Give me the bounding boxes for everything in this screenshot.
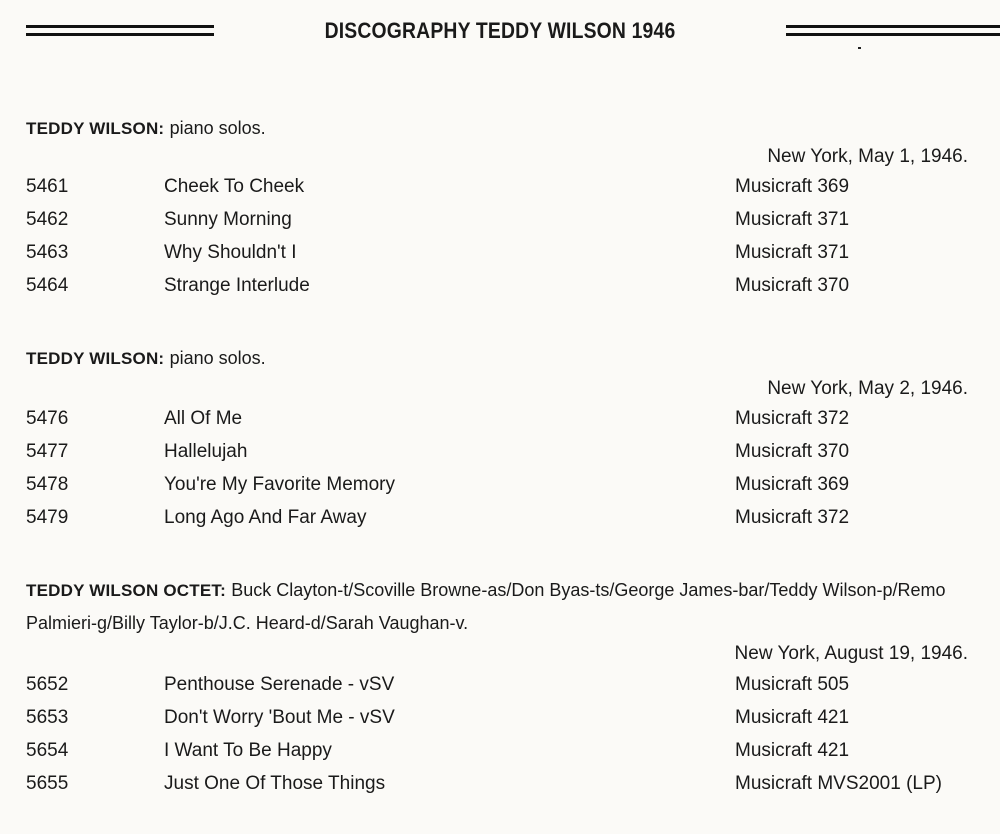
track-row xyxy=(0,674,1000,707)
track-row xyxy=(0,474,1000,507)
session-heading xyxy=(26,112,971,145)
track-row xyxy=(0,507,1000,540)
header-rule-right xyxy=(786,25,1000,36)
track-title: All Of Me xyxy=(164,408,243,429)
record-label: Musicraft 371 xyxy=(735,242,850,263)
track-row xyxy=(0,209,1000,242)
track-title: Strange Interlude xyxy=(164,275,310,296)
session-leader: TEDDY WILSON: xyxy=(26,119,165,138)
track-title: I Want To Be Happy xyxy=(164,740,332,761)
track-title: Sunny Morning xyxy=(164,209,292,230)
track-row xyxy=(0,773,1000,806)
matrix-number: 5464 xyxy=(26,275,69,296)
matrix-number: 5479 xyxy=(26,507,69,528)
header-rule-left xyxy=(26,25,214,36)
track-title: Why Shouldn't I xyxy=(164,242,297,263)
matrix-number: 5655 xyxy=(26,773,69,794)
session-personnel: piano solos. xyxy=(169,118,266,138)
record-label: Musicraft 370 xyxy=(735,275,850,296)
session-location: New York, August 19, 1946. xyxy=(734,643,968,664)
session-personnel: Buck Clayton-t/Scoville Browne-as/Don Byas-ts/George James-bar/Teddy Wilson-p/Remo Palmieri-g/Billy Taylor-b/J.C. Heard-d/Sarah Vaughan-v. xyxy=(26,580,946,633)
session-personnel: piano solos. xyxy=(169,348,266,368)
matrix-number: 5462 xyxy=(26,209,69,230)
record-label: Musicraft MVS2001 (LP) xyxy=(735,773,942,794)
record-label: Musicraft 372 xyxy=(735,507,850,528)
record-label: Musicraft 505 xyxy=(735,674,850,695)
track-title: Hallelujah xyxy=(164,441,248,462)
track-row xyxy=(0,740,1000,773)
session-leader: TEDDY WILSON OCTET: xyxy=(26,581,226,600)
session-heading xyxy=(26,342,971,375)
record-label: Musicraft 369 xyxy=(735,474,850,495)
record-label: Musicraft 372 xyxy=(735,408,850,429)
track-title: Penthouse Serenade - vSV xyxy=(164,674,395,695)
matrix-number: 5478 xyxy=(26,474,69,495)
track-row xyxy=(0,408,1000,441)
session-heading xyxy=(26,574,971,640)
page-header xyxy=(0,18,1000,54)
session-location: New York, May 2, 1946. xyxy=(767,378,968,399)
track-title: Long Ago And Far Away xyxy=(164,507,367,528)
track-row xyxy=(0,441,1000,474)
track-title: Don't Worry 'Bout Me - vSV xyxy=(164,707,395,728)
track-title: Just One Of Those Things xyxy=(164,773,386,794)
session-leader: TEDDY WILSON: xyxy=(26,349,165,368)
matrix-number: 5463 xyxy=(26,242,69,263)
matrix-number: 5477 xyxy=(26,441,69,462)
matrix-number: 5652 xyxy=(26,674,69,695)
matrix-number: 5653 xyxy=(26,707,69,728)
session-location: New York, May 1, 1946. xyxy=(767,146,968,167)
record-label: Musicraft 421 xyxy=(735,707,850,728)
record-label: Musicraft 421 xyxy=(735,740,850,761)
record-label: Musicraft 369 xyxy=(735,176,850,197)
record-label: Musicraft 371 xyxy=(735,209,850,230)
page-title: DISCOGRAPHY TEDDY WILSON 1946 xyxy=(324,18,676,43)
track-row xyxy=(0,707,1000,740)
matrix-number: 5461 xyxy=(26,176,69,197)
track-title: Cheek To Cheek xyxy=(164,176,305,197)
track-row xyxy=(0,176,1000,209)
track-row xyxy=(0,242,1000,275)
print-speck xyxy=(858,47,861,49)
matrix-number: 5654 xyxy=(26,740,69,761)
matrix-number: 5476 xyxy=(26,408,69,429)
track-row xyxy=(0,275,1000,308)
record-label: Musicraft 370 xyxy=(735,441,850,462)
track-title: You're My Favorite Memory xyxy=(164,474,395,495)
